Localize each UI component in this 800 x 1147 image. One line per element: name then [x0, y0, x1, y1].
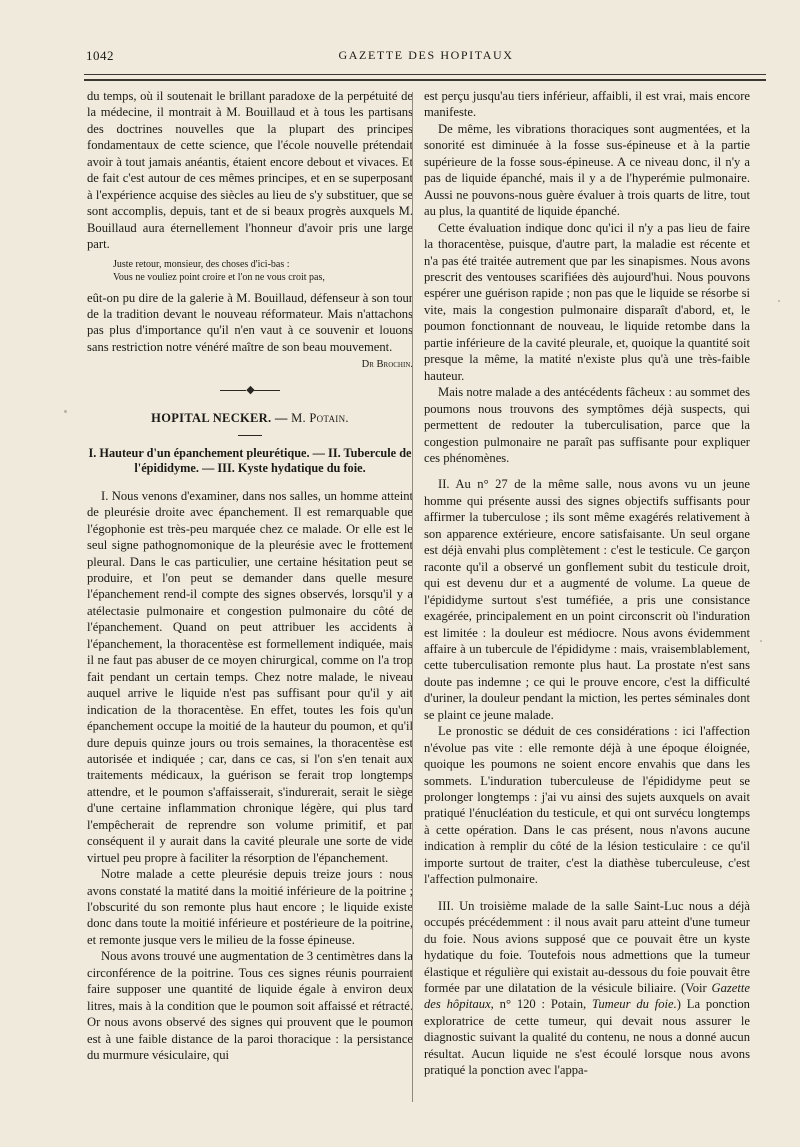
left-column — [87, 88, 413, 1064]
paragraph: II. Au n° 27 de la même salle, nous avons vu un jeune homme qui présente aussi des signes objectifs suffisants pour affirmer la tuberculose ; ils sont même exagérés relativement à son apparence extérieure, encore satisfaisante. Un seul organe est déjà envahi plus complètement : c'est le testicule. Ce garçon raconte qu'il a observé un gonflement subit du testicule droit, qui est devenu dur et a augmenté de volume. La queue de l'épididyme surtout s'est tuméfiée, a pris une consistance exagérée, principalement en un point circonscrit où l'induration est limitée : la douleur est médiocre. Nous avons évidemment affaire à un tubercule de l'épididyme : mais, vraisemblablement, cette tuberculisation remonte plus haut. La prostate n'est sans doute pas indemne ; ce qui le prouve encore, c'est la difficulté d'uriner, la douleur pendant la miction, les pertes séminales dont se plaint ce jeune malade. — [424, 477, 750, 722]
paper-speck — [760, 640, 762, 642]
paragraph: De même, les vibrations thoraciques sont augmentées, et la sonorité est diminuée à la fosse sus-épineuse et à la partie supérieure de la fosse sous-épineuse. A ce niveau donc, il n'y a pas de liquide épanché, mais il y a de l'hyperémie pulmonaire. Aussi ne pouvons-nous guère évaluer à trois quarts de litre, tout au plus, la quantité de liquide épanché. — [424, 121, 750, 219]
column-divider — [412, 92, 413, 1102]
paper-speck — [64, 410, 67, 413]
paragraph-text: ) La ponction exploratrice de cette tumeur, qui devait nous assurer le diagnostic suivant la qualité du contenu, ne nous a donné aucun résultat. Aucun liquide ne s'est écoulé lorsque nous avons pratiqué la ponction avec l'appa- — [424, 997, 750, 1078]
page-header — [86, 48, 766, 68]
paragraph: Cette évaluation indique donc qu'ici il n'y a pas lieu de faire la thoracentèse, puisque, d'autre part, la maladie est récente et n'a pas été traitée autrement que par les sinapismes. Nous avons prescrit des ventouses scarifiées dès aujourd'hui. Nous pouvons espérer une guérison rapide ; non pas que le liquide se résorbe si vite, mais la congestion pulmonaire disparaît d'abord, et, le poumon fonctionnant de nouveau, le liquide retombe dans la partie inférieure de la cavité pleurale, et, quoique la quantité soit presque la même, la matité n'existe plus qu'à une très-faible hauteur. — [424, 220, 750, 383]
paragraph: Nous avons trouvé une augmentation de 3 centimètres dans la circonférence de la poitrine. Tous ces signes réunis pourraient faire supposer une quantité de liquide égale à environ deux litres, mais à la condition que le poumon soit affaissé et rétracté. Or nous avons observé des signes qui prouvent que le poumon est à une faible distance de la paroi thoracique : la persistance du murmure vésiculaire, qui — [87, 949, 413, 1063]
header-rule-double — [84, 79, 766, 81]
quote-line: Vous ne vouliez point croire et l'on ne vous croit pas, — [113, 271, 325, 283]
section-author: M. Potain. — [291, 411, 349, 426]
section-title — [87, 410, 413, 426]
verse-quote — [87, 258, 413, 284]
paper-speck — [778, 300, 780, 302]
citation: Gazette des hôpitaux, — [424, 981, 750, 1012]
quote-line: Juste retour, monsieur, des choses d'ici-bas : — [113, 258, 290, 270]
paragraph — [424, 898, 750, 1079]
paragraph: est perçu jusqu'au tiers inférieur, affaibli, il est vrai, mais encore manifeste. — [424, 89, 750, 120]
hospital-name: HOPITAL NECKER. — — [151, 411, 288, 426]
paragraph: I. Nous venons d'examiner, dans nos salles, un homme atteint de pleurésie droite avec épanchement. Il est remarquable que l'égophonie est très-peu marquée chez ce malade. Or elle est le seul signe pathognomonique de la pleurésie avec le frottement pleural. Dans le cas particulier, une certaine hésitation peut se produire, et l'on peut se demander dans quelle mesure l'épanchement rend-il compte des signes observés, lorsqu'il y a atélectasie pulmonaire et congestion pulmonaire du côté de l'épanchement. Quand on peut attribuer les accidents à l'épanchement, la thoracentèse est formellement indiquée, mais il ne faut pas abuser de ce moyen chirurgical, comme on l'a trop fait pendant un certain temps. Chez notre malade, le niveau auquel arrive le liquide n'est pas suffisant pour qu'il y ait indication de la thoracentèse. En effet, toutes les fois qu'un épanchement occupe la moitié de la hauteur du poumon, et qu'il dure depuis quinze jours ou trois semaines, la thoracentèse est autorisée et indiquée ; car, dans ce cas, si l'on s'en tenait aux traitements médicaux, la guérison se ferait trop longtemps attendre, et le poumon s'affaisserait, s'indurerait, serait le siège d'une certaine inflammation chronique légère, qui plus tard l'empêcherait de reprendre son volume primitif, et par conséquent il y aurait dans la cavité pleurale une sorte de vide virtuel peu propre à faciliter la résorption de l'épanchement. — [87, 488, 413, 865]
paragraph-text: III. Un troisième malade de la salle Saint-Luc nous a déjà occupés précédemment : il nous avait paru atteint d'une tumeur du foie. Nous avions supposé que ce pouvait être un kyste hydatique du foie. Toutefois nous admettions que la tumeur élastique et régulière qui existait au-dessous du foie pouvait être formée par une dilatation de la vésicule biliaire. (Voir — [424, 898, 750, 996]
paragraph-text: n° 120 : Potain, — [493, 997, 593, 1012]
paragraph: du temps, où il soutenait le brillant paradoxe de la perpétuité de la médecine, il montrait à M. Bouillaud et à tous les partisans des doctrines nouvelles que la plupart des principes fondamentaux de cette science, que l'école nouvelle prétendait avoir à tout jamais anéantis, étaient encore debout et vivaces. Et de fait c'est autour de ces mêmes principes, et en se superposant à l'expérience acquise des siècles au lieu de s'y substituer, que se sont accomplis, depuis, tant et de si beaux progrès auxquels M. Bouillaud aura éternellement l'honneur d'avoir pris une large part. — [87, 89, 413, 252]
ornament-divider: ◆ — [87, 382, 413, 398]
article-title: I. Hauteur d'un épanchement pleurétique. — II. Tubercule de l'épididyme. — III. Kyste hydatique du foie. — [88, 445, 412, 475]
header-rule — [84, 74, 766, 75]
short-rule — [238, 435, 262, 436]
paragraph — [87, 290, 413, 371]
paragraph: Notre malade a cette pleurésie depuis treize jours : nous avons constaté la matité dans la moitié inférieure de la poitrine ; l'obscurité du son remonte plus haut encore ; le liquide existe donc dans toute la moitié inférieure et postérieure de la poitrine, et remonte jusque vers le milieu de la fosse épineuse. — [87, 867, 413, 947]
paragraph: Mais notre malade a des antécédents fâcheux : au sommet des poumons nous trouvons des symptômes déjà suspects, qui permettent de redouter la tuberculisation, parce que la congestion pulmonaire ne paraît pas suffisante pour expliquer ces phénomènes. — [424, 385, 750, 465]
author-signature: Dr Brochin. — [361, 359, 413, 371]
citation: Tumeur du foie. — [592, 997, 677, 1012]
page-number: 1042 — [86, 48, 114, 63]
paragraph: Le pronostic se déduit de ces considérations : ici l'affection n'évolue pas vite : elle remonte déjà à une époque éloignée, quoique les poumons ne soient encore envahis que dans les sommets. L'induration tuberculeuse de l'épididyme peut se prolonger longtemps : j'ai vu ainsi des sujets auxquels on avait pratiqué l'énucléation du testicule, et qui ont survécu longtemps à cette opération. Dans le cas présent, nous n'avons aucune indication à remplir du côté de la lésion testiculaire : ce qu'il importe surtout de traiter, c'est la diathèse tuberculeuse, c'est l'affection pulmonaire. — [424, 724, 750, 887]
journal-title: GAZETTE DES HOPITAUX — [338, 48, 514, 62]
paragraph-text: eût-on pu dire de la galerie à M. Bouillaud, défenseur à son tour de la tradition devant le nouveau réformateur. Mais n'attachons pas plus d'importance qu'il n'en vaut à ce souvenir et louons sans restriction notre vénéré maître de son beau mouvement. — [87, 290, 413, 354]
right-column — [424, 88, 750, 1079]
